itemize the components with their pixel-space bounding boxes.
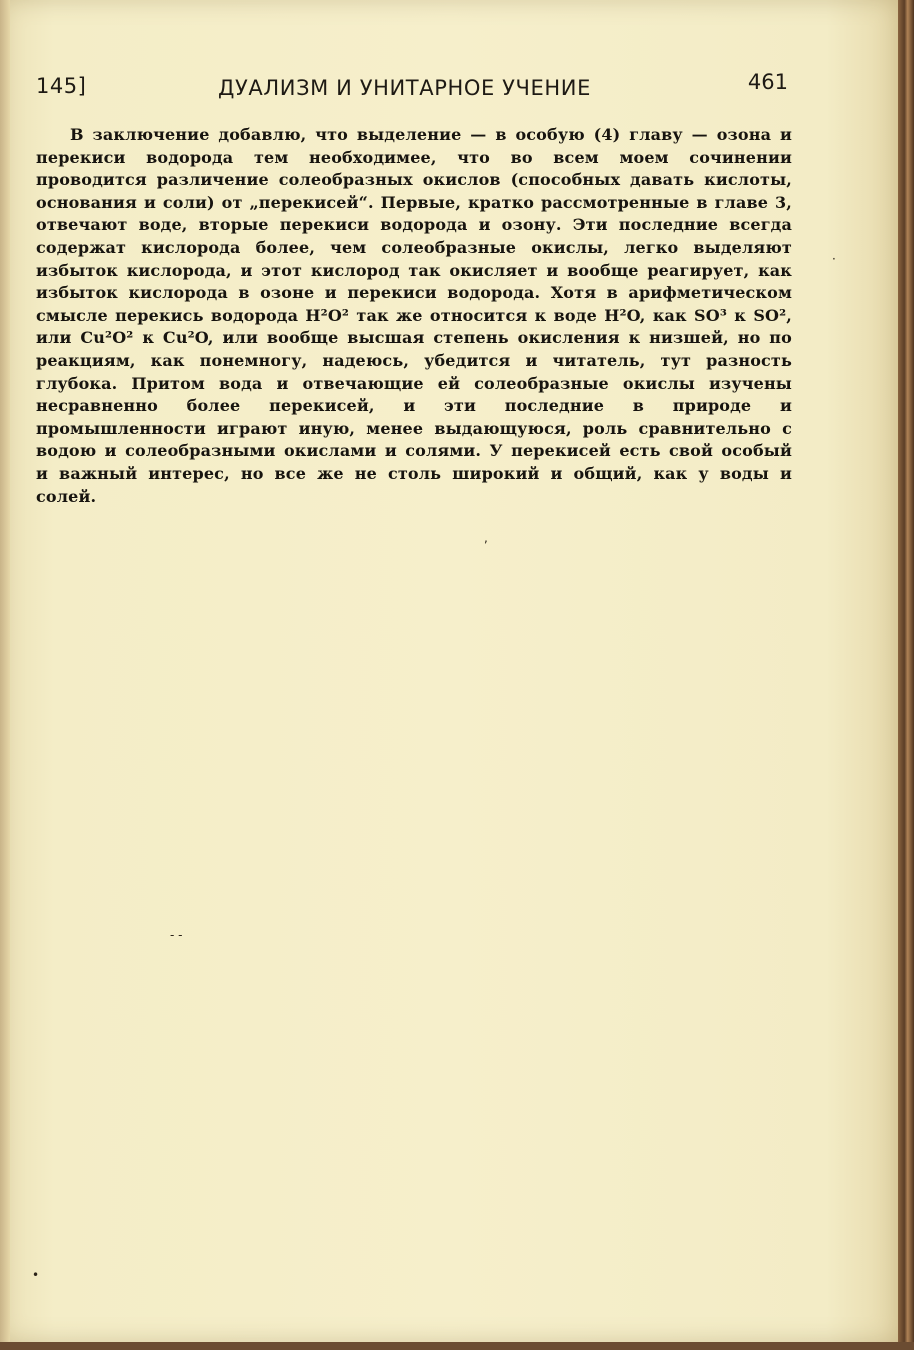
page-number: 461 [747,70,788,94]
speck-mark: , [484,531,488,545]
page-left-edge [0,0,10,1342]
body-paragraph: В заключение добавлю, что выделение — в особую (4) главу — озона и перекиси водорода тем необходимее, что во всем моем сочинении проводится различение солеобразных окислов (способных давать кислоты, основания и соли) от „перекисей“. Первые, кратко рассмотренные в главе 3, отвечают воде, вторые перекиси водорода и озону. Эти последние всегда содержат кислорода более, чем солеобразные окислы, легко выделяют избыток кислорода, и этот кислород так окисляет и вообще реагирует, как избыток кислорода в озоне и перекиси водорода. Хотя в арифметическом смысле перекись водорода H²O² так же относится к воде H²O, как SO³ к SO², или Cu²O² к Cu²O, или вообще высшая степень окисления к низшей, но по реакциям, как понемногу, надеюсь, убедится и читатель, тут разность глубока. Притом вода и отвечающие ей солеобразные окислы изучены несравненно более перекисей, и эти последние в природе и промышленности играют иную, менее выдающуюся, роль сравнительно с водою и солеобразными окислами и солями. У перекисей есть свой особый и важный интерес, но все же не столь широкий и общий, как у воды и солей. [36,125,792,506]
speck-mark: • [32,1268,40,1282]
book-binding-edge [898,0,914,1350]
running-title: ДУАЛИЗМ И УНИТАРНОЕ УЧЕНИЕ [218,76,591,100]
speck-mark: · [832,252,836,266]
speck-mark: - - [170,928,183,942]
book-bottom-edge [0,1342,914,1350]
section-number: 145] [36,74,87,98]
page-header [36,68,788,108]
